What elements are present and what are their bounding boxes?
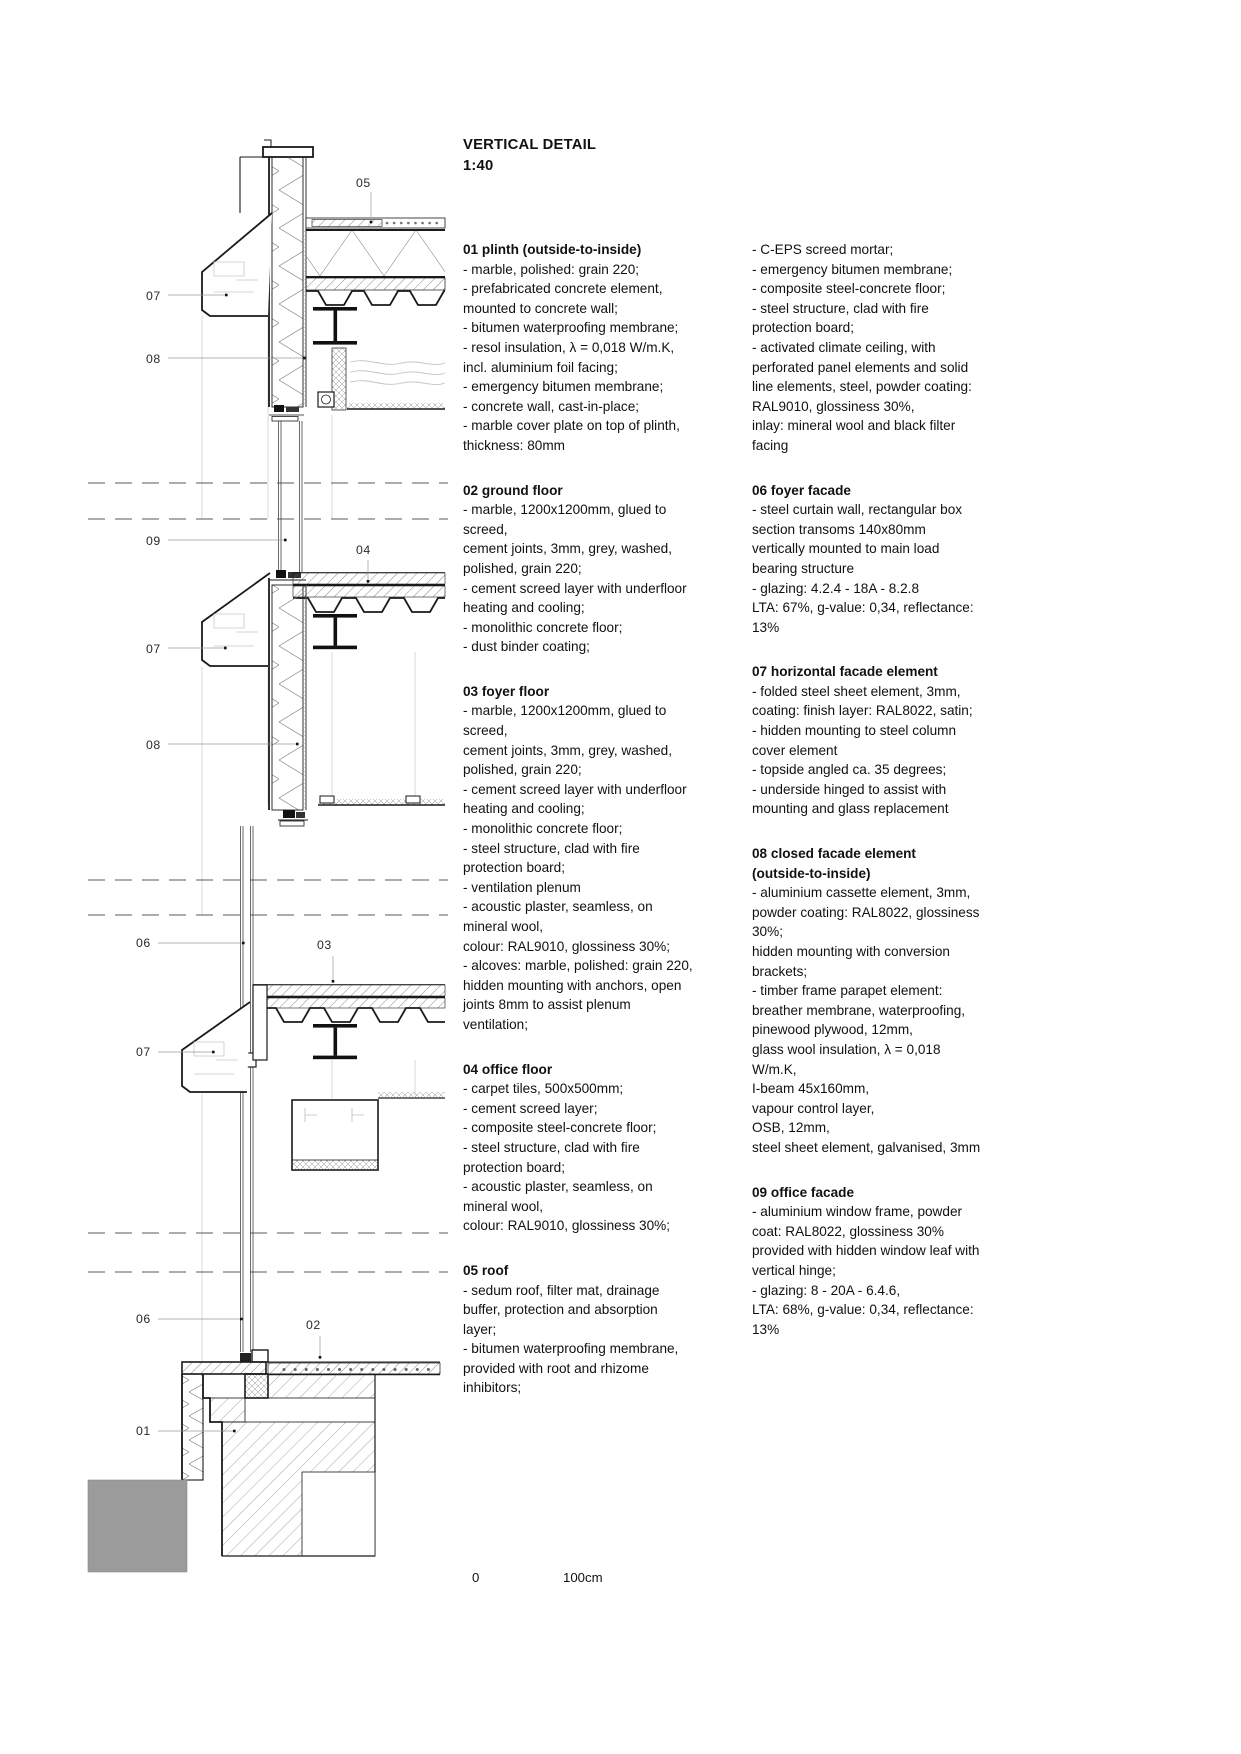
callout-label: 07 [146, 289, 161, 303]
spec-section [752, 240, 1024, 456]
callout-label: 04 [356, 543, 371, 557]
callout-label: 02 [306, 1318, 321, 1332]
callout-label: 09 [146, 534, 161, 548]
scale-length-label: 100cm [563, 1570, 603, 1585]
spec-section [463, 682, 735, 1035]
spec-section [752, 662, 1024, 819]
spec-heading: 02 ground floor [463, 482, 563, 498]
spec-section [463, 1060, 735, 1236]
spec-section [463, 240, 735, 456]
segment-foyer-floor [182, 915, 445, 1272]
spec-lines: - carpet tiles, 500x500mm; - cement screed layer; - composite steel-concrete floor; - steel structure, clad with fire protection board; - acoustic plaster, seamless, on mineral wool, colour: RAL9010, glossiness 30%; [463, 1081, 671, 1234]
callout-label: 07 [146, 642, 161, 656]
segment-roof-parapet [202, 140, 445, 483]
spec-heading: 09 office facade [752, 1184, 854, 1200]
spec-lines: - C-EPS screed mortar; - emergency bitumen membrane; - composite steel-concrete floor; - steel structure, clad with fire protection board; - activated climate ceiling, with perforated panel elements and solid line elements, steel, powder coating: RAL9010, glossiness 30%, inlay: mineral wool and black filter facing [752, 242, 972, 453]
spec-section [752, 1183, 1024, 1340]
callout-label: 08 [146, 738, 161, 752]
spec-heading: 06 foyer facade [752, 482, 851, 498]
callout-label: 03 [317, 938, 332, 952]
callout-label: 07 [136, 1045, 151, 1059]
spec-lines: - marble, 1200x1200mm, glued to screed, cement joints, 3mm, grey, washed, polished, grain 220; - cement screed layer with underfloor heating and cooling; - monolithic concrete floor; - dust binder coating; [463, 502, 687, 655]
spec-section [463, 481, 735, 657]
spec-lines: - marble, 1200x1200mm, glued to screed, cement joints, 3mm, grey, washed, polished, grain 220; - cement screed layer with underfloor heating and cooling; - monolithic concrete floor; - steel structure, clad with fire protection board; - ventilation plenum - acoustic plaster, seamless, on mineral wool, colour: RAL9010, glossiness 30%; - alcoves: marble, polished: grain 220, hidden mounting with anchors, open joints 8mm to assist plenum ventilation; [463, 703, 693, 1032]
spec-column-left [463, 240, 735, 1398]
spec-column-right [752, 240, 1024, 1339]
segment-office-floor [202, 483, 445, 915]
spec-section [463, 1261, 735, 1398]
page-title [463, 135, 596, 177]
callout-label: 08 [146, 352, 161, 366]
spec-lines: - folded steel sheet element, 3mm, coating: finish layer: RAL8022, satin; - hidden mounting to steel column cover element - topside angled ca. 35 degrees; - underside hinged to assist with mounting and glass replacement [752, 683, 973, 817]
spec-heading: 03 foyer floor [463, 683, 550, 699]
spec-heading: 07 horizontal facade element [752, 664, 938, 680]
spec-heading: 05 roof [463, 1262, 509, 1278]
spec-section [752, 481, 1024, 638]
spec-heading: 01 plinth (outside-to-inside) [463, 242, 642, 257]
callout-label: 06 [136, 936, 151, 950]
detail-drawing [0, 0, 470, 1754]
callout-label: 05 [356, 176, 371, 190]
spec-lines: - sedum roof, filter mat, drainage buffer, protection and absorption layer; - bitumen waterproofing membrane, provided with root and rhizome inhibitors; [463, 1282, 679, 1396]
spec-section [752, 844, 1024, 1158]
callout-label: 06 [136, 1312, 151, 1326]
projection-lines [202, 315, 415, 1362]
spec-heading: 08 closed facade element (outside-to-inside) [752, 846, 916, 881]
callout-label: 01 [136, 1424, 151, 1438]
title-line-1: VERTICAL DETAIL [463, 137, 597, 153]
spec-lines: - steel curtain wall, rectangular box section transoms 140x80mm vertically mounted to main load bearing structure - glazing: 4.2.4 - 18A - 8.2.8 LTA: 67%, g-value: 0,34, reflectance: 13% [752, 502, 974, 635]
spec-lines: - aluminium cassette element, 3mm, powder coating: RAL8022, glossiness 30%; hidden mounting with conversion brackets; - timber frame parapet element: breather membrane, waterproofing, pinewood plywood, 12mm, glass wool insulation, λ = 0,018 W/m.K, I-beam 45x160mm, vapour control layer, OSB, 12mm, steel sheet element, galvanised, 3mm [752, 885, 981, 1155]
spec-heading: 04 office floor [463, 1061, 553, 1077]
spec-lines: - marble, polished: grain 220; - prefabricated concrete element, mounted to concrete wall; - bitumen waterproofing membrane; - resol insulation, λ = 0,018 W/m.K, incl. aluminium foil facing; - emergency bitumen membrane; - concrete wall, cast-in-place; - marble cover plate on top of plinth, thickness: 80mm [463, 261, 680, 453]
title-scale: 1:40 [463, 158, 494, 174]
spec-lines: - aluminium window frame, powder coat: RAL8022, glossiness 30% provided with hidden window leaf with vertical hinge; - glazing: 8 - 20A - 6.4.6, LTA: 68%, g-value: 0,34, reflectance: 13% [752, 1204, 980, 1337]
scale-zero-label: 0 [472, 1570, 480, 1585]
